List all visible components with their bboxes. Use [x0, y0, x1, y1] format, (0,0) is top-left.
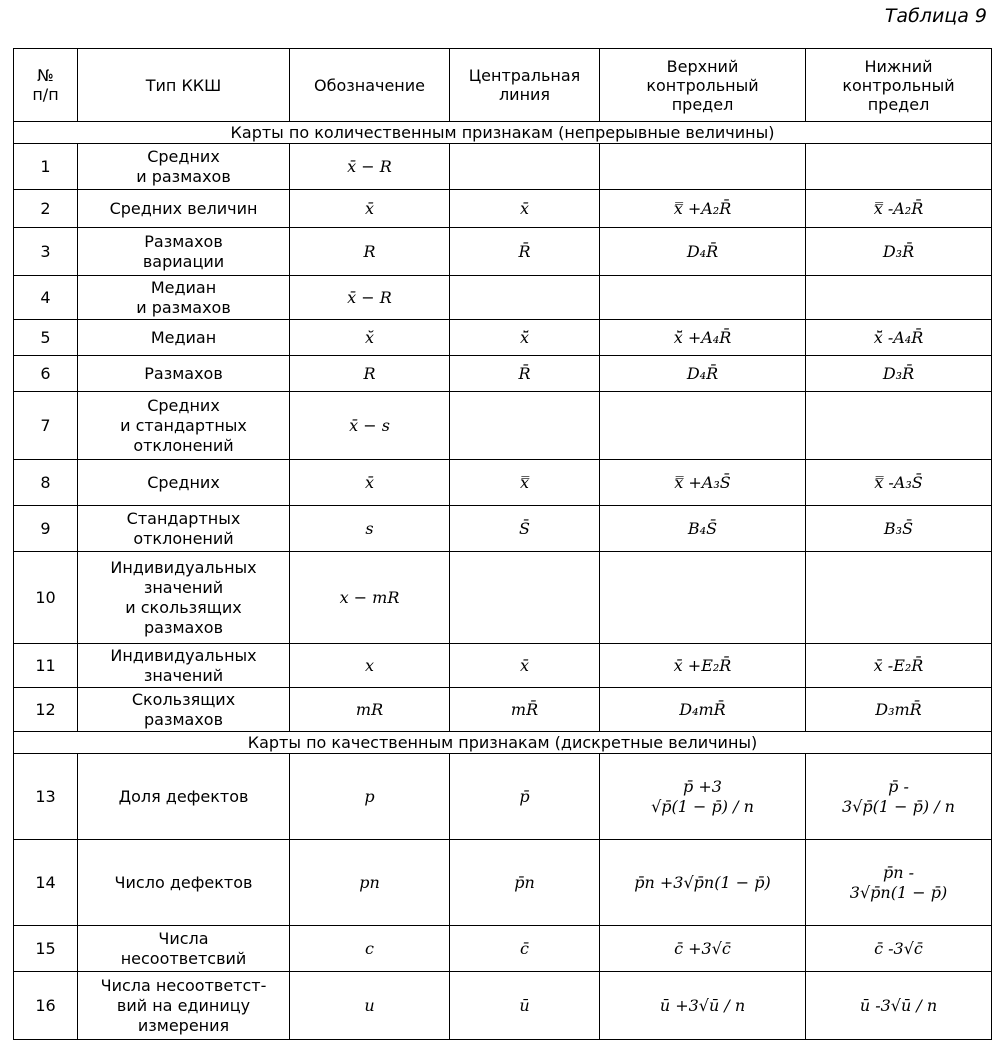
header-type: Тип ККШ — [78, 49, 290, 122]
cell-number: 12 — [14, 688, 78, 732]
cell-designation: u — [290, 972, 450, 1040]
cell-designation: x̄ − R — [290, 276, 450, 320]
cell-number: 13 — [14, 754, 78, 840]
cell-number: 3 — [14, 228, 78, 276]
cell-upper-limit — [600, 392, 806, 460]
header-num: № п/п — [14, 49, 78, 122]
section-qualitative-row — [14, 732, 992, 754]
cell-upper-limit: B₄S̄ — [600, 506, 806, 552]
table-row — [14, 144, 992, 190]
cell-number: 1 — [14, 144, 78, 190]
cell-upper-limit — [600, 144, 806, 190]
header-lower-limit: Нижний контрольный предел — [806, 49, 992, 122]
cell-number: 9 — [14, 506, 78, 552]
table-row — [14, 190, 992, 228]
cell-upper-limit: x̄̆ +A₄R̄ — [600, 320, 806, 356]
cell-lower-limit: D₃R̄ — [806, 228, 992, 276]
cell-center-line: R̄ — [450, 228, 600, 276]
table-body — [14, 122, 992, 1040]
section-quantitative: Карты по количественным признакам (непрерывные величины) — [14, 122, 992, 144]
cell-type: Средних величин — [78, 190, 290, 228]
header-center-line: Центральная линия — [450, 49, 600, 122]
table-row — [14, 552, 992, 644]
cell-upper-limit: D₄R̄ — [600, 356, 806, 392]
cell-designation: pn — [290, 840, 450, 926]
cell-number: 7 — [14, 392, 78, 460]
cell-designation: p — [290, 754, 450, 840]
cell-lower-limit: ū -3√ū / n — [806, 972, 992, 1040]
cell-designation: x − mR — [290, 552, 450, 644]
cell-center-line: mR̄ — [450, 688, 600, 732]
table-row — [14, 926, 992, 972]
cell-center-line: S̄ — [450, 506, 600, 552]
cell-type: Скользящих размахов — [78, 688, 290, 732]
cell-number: 15 — [14, 926, 78, 972]
table-row — [14, 840, 992, 926]
cell-designation: mR — [290, 688, 450, 732]
table-row — [14, 276, 992, 320]
header-row — [14, 49, 992, 122]
cell-type: Размахов вариации — [78, 228, 290, 276]
table-row — [14, 228, 992, 276]
cell-number: 5 — [14, 320, 78, 356]
cell-center-line: p̄n — [450, 840, 600, 926]
cell-lower-limit: D₃R̄ — [806, 356, 992, 392]
cell-lower-limit: x̄ -E₂R̄ — [806, 644, 992, 688]
cell-center-line: x̄ — [450, 644, 600, 688]
cell-type: Числа несоответсвий — [78, 926, 290, 972]
table-row — [14, 688, 992, 732]
cell-lower-limit — [806, 144, 992, 190]
cell-center-line: c̄ — [450, 926, 600, 972]
cell-upper-limit: x̿ +A₃S̄ — [600, 460, 806, 506]
table-row — [14, 392, 992, 460]
cell-designation: R — [290, 228, 450, 276]
cell-type: Индивидуальных значений — [78, 644, 290, 688]
cell-number: 4 — [14, 276, 78, 320]
cell-lower-limit — [806, 392, 992, 460]
cell-type: Средних и размахов — [78, 144, 290, 190]
cell-designation: s — [290, 506, 450, 552]
cell-upper-limit: p̄ +3 √p̄(1 − p̄) / n — [600, 754, 806, 840]
cell-type: Стандартных отклонений — [78, 506, 290, 552]
cell-upper-limit: D₄R̄ — [600, 228, 806, 276]
cell-designation: x̄ − R — [290, 144, 450, 190]
cell-center-line: ū — [450, 972, 600, 1040]
cell-center-line: p̄ — [450, 754, 600, 840]
header-upper-limit: Верхний контрольный предел — [600, 49, 806, 122]
cell-type: Число дефектов — [78, 840, 290, 926]
cell-lower-limit: B₃S̄ — [806, 506, 992, 552]
cell-type: Медиан и размахов — [78, 276, 290, 320]
cell-type: Доля дефектов — [78, 754, 290, 840]
section-quantitative-row — [14, 122, 992, 144]
cell-upper-limit: c̄ +3√c̄ — [600, 926, 806, 972]
cell-type: Медиан — [78, 320, 290, 356]
cell-center-line: R̄ — [450, 356, 600, 392]
cell-type: Средних и стандартных отклонений — [78, 392, 290, 460]
cell-number: 10 — [14, 552, 78, 644]
cell-designation: x — [290, 644, 450, 688]
cell-upper-limit: x̄ +E₂R̄ — [600, 644, 806, 688]
cell-upper-limit: D₄mR̄ — [600, 688, 806, 732]
cell-center-line — [450, 276, 600, 320]
cell-designation: x̄ − s — [290, 392, 450, 460]
cell-upper-limit: ū +3√ū / n — [600, 972, 806, 1040]
cell-lower-limit: p̄ - 3√p̄(1 − p̄) / n — [806, 754, 992, 840]
cell-center-line: x̿ — [450, 460, 600, 506]
cell-lower-limit: D₃mR̄ — [806, 688, 992, 732]
cell-upper-limit: x̿ +A₂R̄ — [600, 190, 806, 228]
cell-type: Числа несоответст- вий на единицу измерения — [78, 972, 290, 1040]
table-row — [14, 506, 992, 552]
cell-number: 6 — [14, 356, 78, 392]
table-row — [14, 972, 992, 1040]
cell-lower-limit — [806, 552, 992, 644]
cell-lower-limit — [806, 276, 992, 320]
table-row — [14, 754, 992, 840]
cell-center-line: x̄ — [450, 190, 600, 228]
control-charts-table — [13, 48, 992, 1040]
cell-lower-limit: c̄ -3√c̄ — [806, 926, 992, 972]
cell-type: Размахов — [78, 356, 290, 392]
cell-upper-limit: p̄n +3√p̄n(1 − p̄) — [600, 840, 806, 926]
cell-type: Средних — [78, 460, 290, 506]
cell-number: 11 — [14, 644, 78, 688]
cell-designation: x̄ — [290, 190, 450, 228]
cell-center-line — [450, 144, 600, 190]
cell-upper-limit — [600, 552, 806, 644]
cell-upper-limit — [600, 276, 806, 320]
table-row — [14, 460, 992, 506]
cell-designation: c — [290, 926, 450, 972]
cell-type: Индивидуальных значений и скользящих размахов — [78, 552, 290, 644]
cell-designation: R — [290, 356, 450, 392]
cell-lower-limit: x̿ -A₂R̄ — [806, 190, 992, 228]
cell-lower-limit: p̄n - 3√p̄n(1 − p̄) — [806, 840, 992, 926]
cell-designation: x̄ — [290, 460, 450, 506]
cell-lower-limit: x̄̆ -A₄R̄ — [806, 320, 992, 356]
section-qualitative: Карты по качественным признакам (дискретные величины) — [14, 732, 992, 754]
cell-number: 14 — [14, 840, 78, 926]
cell-lower-limit: x̿ -A₃S̄ — [806, 460, 992, 506]
table-row — [14, 320, 992, 356]
header-designation: Обозначение — [290, 49, 450, 122]
cell-center-line — [450, 552, 600, 644]
cell-number: 8 — [14, 460, 78, 506]
cell-number: 16 — [14, 972, 78, 1040]
table-row — [14, 356, 992, 392]
cell-center-line: x̄̆ — [450, 320, 600, 356]
cell-center-line — [450, 392, 600, 460]
cell-designation: x̆ — [290, 320, 450, 356]
table-caption: Таблица 9 — [884, 5, 987, 27]
table-row — [14, 644, 992, 688]
cell-number: 2 — [14, 190, 78, 228]
